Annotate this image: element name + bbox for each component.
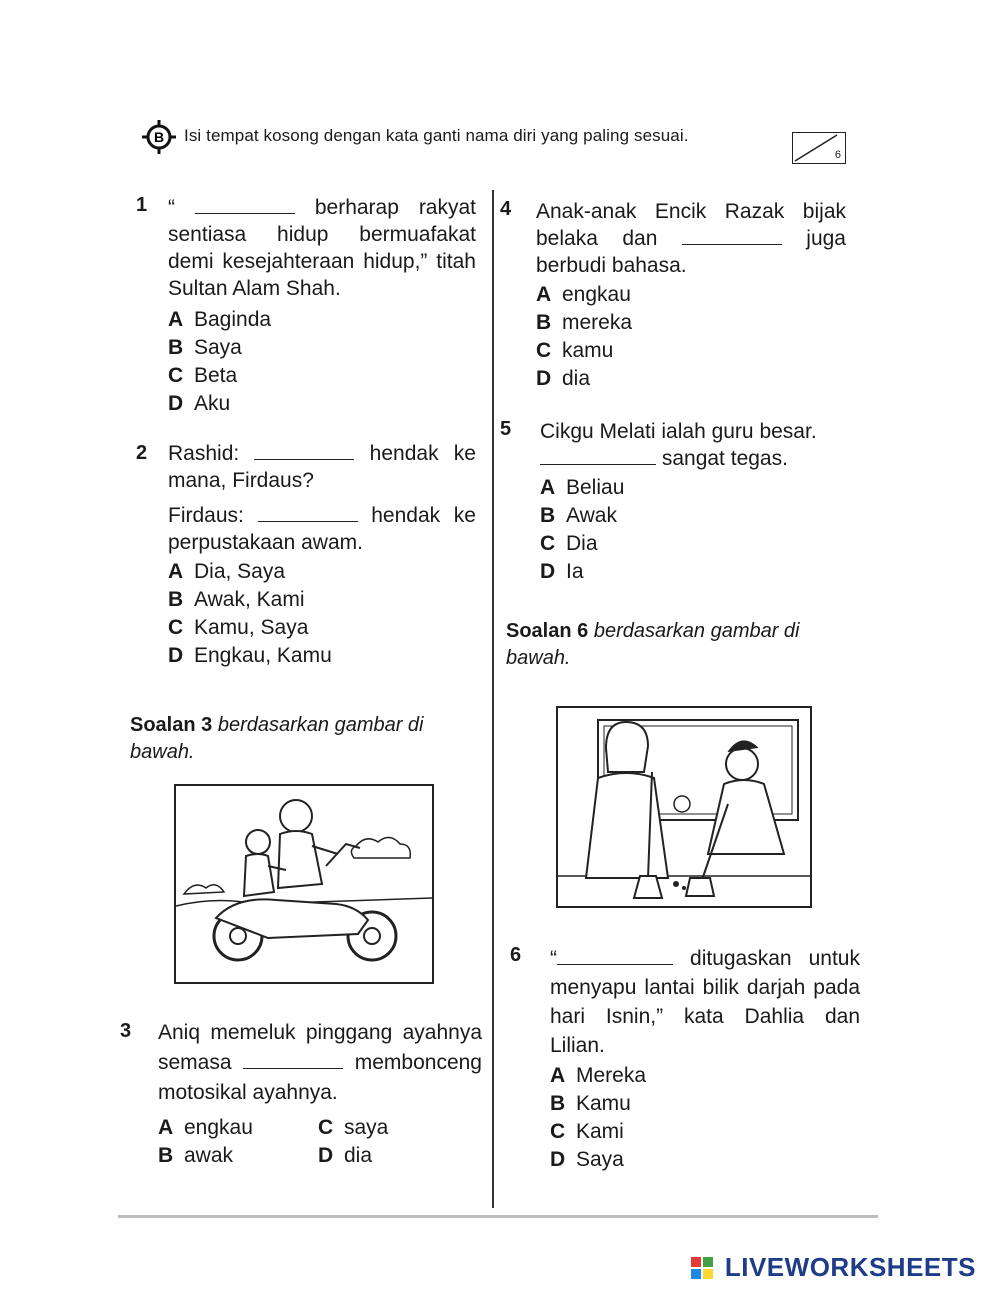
brand-logo-icon (691, 1257, 713, 1279)
question-5 (500, 418, 856, 586)
option-d[interactable]: D Engkau, Kamu (168, 644, 332, 667)
question-number: 4 (500, 198, 512, 220)
question-2 (136, 440, 476, 670)
question-number: 2 (136, 442, 148, 464)
answer-blank[interactable] (243, 1050, 343, 1069)
question-text: Anak-anak Encik Razak bijak belaka dan juga berbudi bahasa. (536, 200, 846, 277)
option-b[interactable]: B Awak (540, 504, 617, 527)
note-question-3: Soalan 3 berdasarkan gambar di bawah. (130, 714, 424, 763)
option-c[interactable]: C Beta (168, 364, 238, 387)
question-number: 5 (500, 418, 512, 440)
option-b[interactable]: B mereka (536, 311, 633, 334)
question-text-line1: Rashid: hendak ke mana, Firdaus? (168, 442, 476, 492)
option-b[interactable]: B awak (158, 1144, 234, 1167)
column-divider (492, 190, 494, 1208)
option-c[interactable]: C saya (318, 1116, 389, 1139)
answer-blank[interactable] (557, 946, 673, 965)
option-a[interactable]: A engkau (158, 1116, 253, 1139)
question-text: Cikgu Melati ialah guru besar. sangat tegas. (540, 420, 817, 470)
options-list (550, 1062, 860, 1174)
options-list (168, 558, 476, 670)
option-c[interactable]: C kamu (536, 339, 614, 362)
question-text: Aniq memeluk pinggang ayahnya semasa membonceng motosikal ayahnya. (158, 1021, 482, 1104)
note-question-6: Soalan 6 berdasarkan gambar di bawah. (506, 620, 800, 669)
score-total: 6 (834, 149, 841, 161)
options-list (536, 281, 846, 393)
option-c[interactable]: C Dia (540, 532, 598, 555)
section-badge-icon (140, 118, 178, 156)
question-number: 1 (136, 194, 148, 216)
option-a[interactable]: A Mereka (550, 1064, 647, 1087)
question-text (550, 944, 860, 1060)
sweeping-picture (556, 706, 812, 908)
brand-footer (691, 1252, 976, 1283)
answer-blank[interactable] (195, 195, 295, 214)
answer-blank[interactable] (540, 446, 656, 465)
options-list (540, 474, 856, 586)
option-a[interactable]: A Beliau (540, 476, 625, 499)
answer-blank[interactable] (682, 226, 782, 245)
instruction-text: Isi tempat kosong dengan kata ganti nama diri yang paling sesuai. (184, 126, 689, 145)
footer-divider (118, 1215, 878, 1218)
question-text-line2: Firdaus: hendak ke perpustakaan awam. (168, 504, 476, 554)
option-a[interactable]: A Baginda (168, 308, 272, 331)
question-body: ditugaskan untuk menyapu lantai bilik darjah pada hari Isnin,” kata Dahlia dan Lilian. (550, 947, 860, 1057)
option-d[interactable]: D dia (318, 1144, 373, 1167)
motorcycle-picture (174, 784, 434, 984)
section-badge-letter: B (153, 129, 165, 145)
brand-name: LIVEWORKSHEETS (724, 1252, 976, 1282)
option-d[interactable]: D Ia (540, 560, 584, 583)
open-quote: “ (168, 196, 175, 219)
open-quote: “ (550, 947, 557, 970)
options-list (158, 1114, 478, 1170)
question-3 (120, 1018, 482, 1170)
option-d[interactable]: D Aku (168, 392, 231, 415)
question-4 (500, 198, 846, 393)
option-c[interactable]: C Kami (550, 1120, 624, 1143)
options-list (168, 306, 476, 418)
option-b[interactable]: B Awak, Kami (168, 588, 305, 611)
option-c[interactable]: C Kamu, Saya (168, 616, 309, 639)
score-box (792, 132, 846, 164)
question-1 (136, 194, 476, 418)
section-header (140, 118, 880, 168)
option-b[interactable]: B Saya (168, 336, 242, 359)
question-number: 6 (510, 944, 522, 966)
question-6 (510, 944, 860, 1174)
answer-blank-1[interactable] (254, 441, 354, 460)
option-a[interactable]: A engkau (536, 283, 631, 306)
option-a[interactable]: A Dia, Saya (168, 560, 286, 583)
option-d[interactable]: D Saya (550, 1148, 624, 1171)
option-b[interactable]: B Kamu (550, 1092, 631, 1115)
option-d[interactable]: D dia (536, 367, 591, 390)
answer-blank-2[interactable] (258, 503, 358, 522)
question-number: 3 (120, 1020, 132, 1042)
question-text (168, 194, 476, 302)
question-body: berharap rakyat sentiasa hidup bermuafakat demi kesejahteraan hidup,” titah Sultan Alam Shah. (168, 196, 476, 300)
